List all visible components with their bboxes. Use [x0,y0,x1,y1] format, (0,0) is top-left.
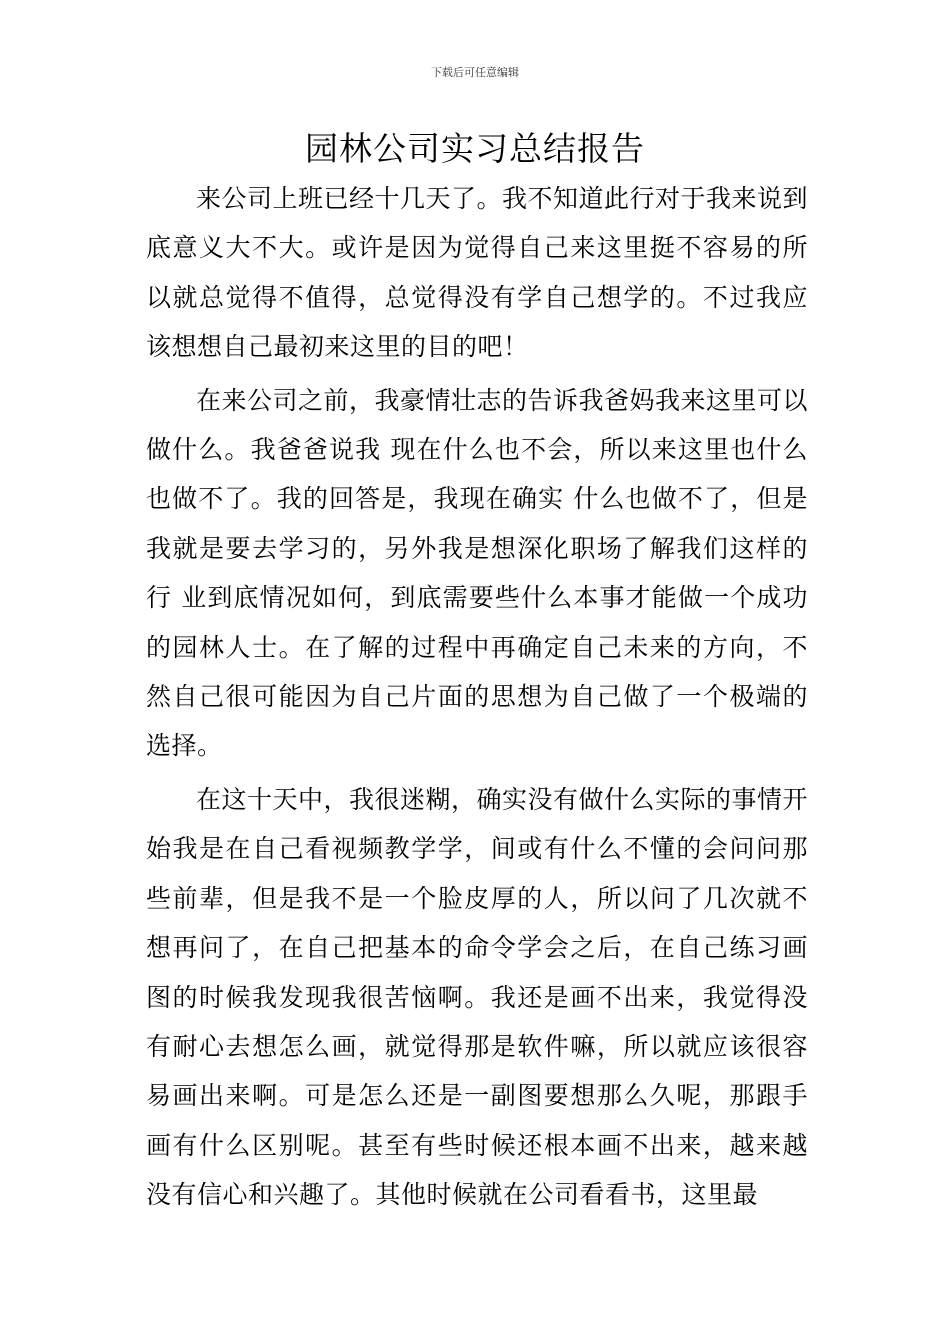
document-title: 园林公司实习总结报告 [305,129,645,168]
paragraph: 在来公司之前，我豪情壮志的告诉我爸妈我来这里可以做什么。我爸爸说我 现在什么也不会，所以来这里也什么也做不了。我的回答是，我现在确实 什么也做不了，但是我就是要去学习的，另外我是想深化职场了解我们这样的行 业到底情况如何，到底需要些什么本事才能做一个成功的园林人士。在了解的过程中再确定自己未来的方向，不然自己很可能因为自己片面的思想为自己做了一个极端的选择。 [146,385,809,761]
header-note: 下载后可任意编辑 [431,66,519,79]
paragraph: 来公司上班已经十几天了。我不知道此行对于我来说到底意义大不大。或许是因为觉得自己来这里挺不容易的所以就总觉得不值得，总觉得没有学自己想学的。不过我应该想想自己最初来这里的目的吧！ [146,184,809,362]
paragraph: 在这十天中，我很迷糊，确实没有做什么实际的事情开始我是在自己看视频教学学，间或有什么不懂的会问问那些前辈，但是我不是一个脸皮厚的人，所以问了几次就不想再问了，在自己把基本的命令学会之后，在自己练习画图的时候我发现我很苦恼啊。我还是画不出来，我觉得没有耐心去想怎么画，就觉得那是软件嘛，所以就应该很容易画出来啊。可是怎么还是一副图要想那么久呢，那跟手画有什么区别呢。甚至有些时候还根本画不出来，越来越没有信心和兴趣了。其他时候就在公司看看书，这里最 [146,784,809,1210]
document-body [146,174,808,1220]
